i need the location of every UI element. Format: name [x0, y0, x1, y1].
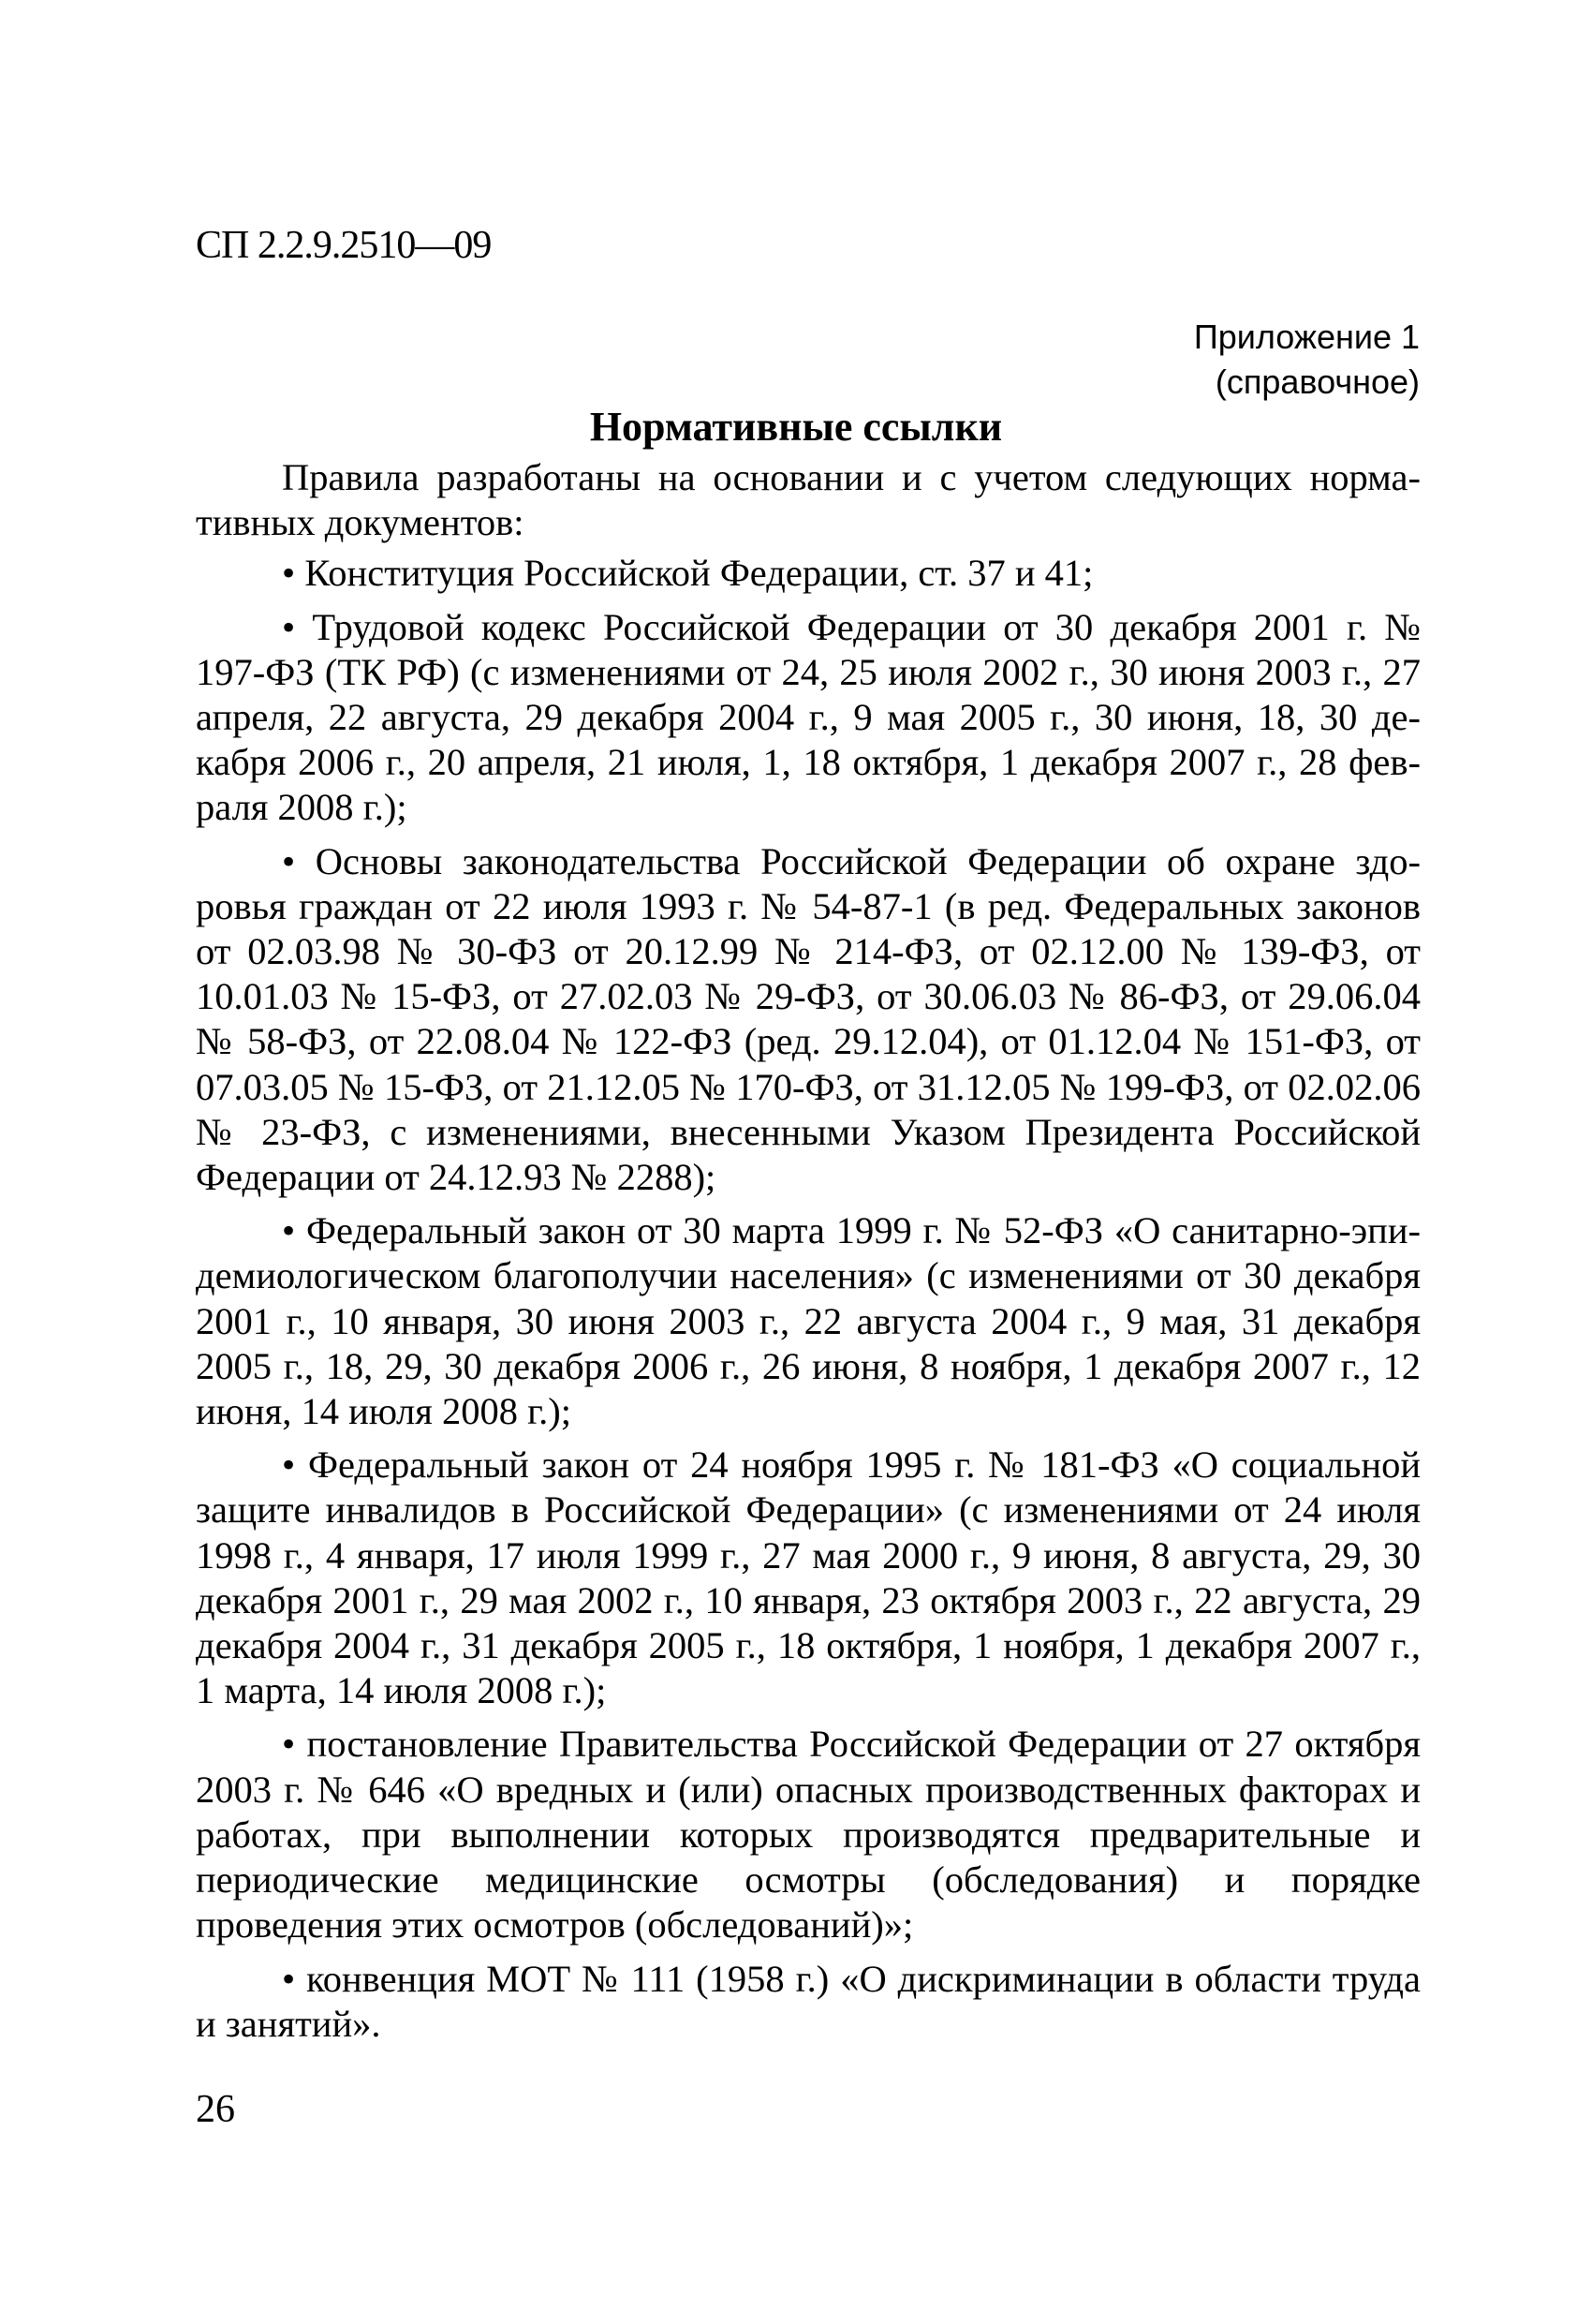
appendix-label: Приложение 1 — [1193, 318, 1420, 356]
appendix-label-block — [1194, 315, 1420, 405]
reference-item-disability-law — [196, 1443, 1421, 1713]
reference-text: Трудовой кодекс Российской Федерации от 30 декабря 2001 г. № 197-ФЗ (ТК РФ) (с изменениями от 24, 25 июля 2002 г., 30 июня 2003 г., 27 апреля, 22 августа, 29 декабря 2004 г., 9 мая 2005 г., 30 июня, 18, 30 декабря 2006 г., 20 апреля, 21 июля, 1, 18 октября, 1 декабря 2007 г., 28 февраля 2008 г.); — [196, 605, 1422, 829]
bullet-icon: • — [282, 605, 296, 648]
reference-text: постановление Правительства Российской Федерации от 27 октября 2003 г. № 646 «О вредных и (или) опасных производственных факторах и работах, при выполнении которых производятся предварительные и периодические медицинские осмотры (обследования) и порядке проведения этих осмотров (обследований)»; — [196, 1723, 1421, 1947]
bullet-icon: • — [282, 552, 296, 595]
reference-item-sanitary-law — [196, 1208, 1421, 1434]
reference-text: Федеральный закон от 30 марта 1999 г. № 52-ФЗ «О санитарно-эпидемиологическом благополучии населения» (с изменениями от 30 декабря 2001 г., 10 января, 30 июня 2003 г., 22 августа 2004 г., 9 мая, 31 декабря 2005 г., 18, 29, 30 декабря 2006 г., 26 июня, 8 ноября, 1 декабря 2007 г., 12 июня, 14 июля 2008 г.); — [196, 1209, 1422, 1433]
bullet-icon: • — [282, 839, 296, 882]
bullet-icon: • — [282, 1957, 296, 2000]
appendix-note: (справочное) — [1215, 363, 1420, 401]
reference-item-ilo-convention — [196, 1957, 1421, 2047]
document-code-header: СП 2.2.9.2510—09 — [196, 224, 492, 267]
intro-paragraph: Правила разработаны на основании и с учетом следующих нормативных документов: — [196, 456, 1421, 544]
page-number: 26 — [196, 2088, 235, 2131]
bullet-icon: • — [282, 1443, 296, 1487]
reference-text: Конституция Российской Федерации, ст. 37 и 41; — [304, 552, 1094, 595]
reference-text: конвенция МОТ № 111 (1958 г.) «О дискриминации в области труда и занятий». — [196, 1957, 1422, 2045]
bullet-icon: • — [282, 1723, 296, 1766]
reference-item-constitution — [196, 551, 1421, 596]
bullet-icon: • — [282, 1209, 296, 1252]
reference-item-government-decree — [196, 1722, 1421, 1947]
reference-text: Основы законодательства Российской Федерации об охране здоровья граждан от 22 июля 1993 г. № 54-87-1 (в ред. Федеральных законов от 02.03.98 № 30-ФЗ от 20.12.99 № 214-ФЗ, от 02.12.00 № 139-ФЗ, от 10.01.03 № 15-ФЗ, от 27.02.03 № 29-ФЗ, от 30.06.03 № 86-ФЗ, от 29.06.04 № 58-ФЗ, от 22.08.04 № 122-ФЗ (ред. 29.12.04), от 01.12.04 № 151-ФЗ, от 07.03.05 № 15-ФЗ, от 21.12.05 № 170-ФЗ, от 31.12.05 № 199-ФЗ, от 02.02.06 № 23-ФЗ, с изменениями, внесенными Указом Президента Российской Федерации от 24.12.93 № 2288); — [196, 839, 1422, 1199]
section-title: Нормативные ссылки — [589, 404, 1003, 450]
document-body — [196, 455, 1421, 2055]
reference-text: Федеральный закон от 24 ноября 1995 г. № 181-ФЗ «О социальной защите инвалидов в Российской Федерации» (с изменениями от 24 июля 1998 г., 4 января, 17 июля 1999 г., 27 мая 2000 г., 9 июня, 8 августа, 29, 30 декабря 2001 г., 29 мая 2002 г., 10 января, 23 октября 2003 г., 22 августа, 29 декабря 2004 г., 31 декабря 2005 г., 18 октября, 1 ноября, 1 декабря 2007 г., 1 марта, 14 июля 2008 г.); — [196, 1443, 1421, 1712]
reference-item-health-law-basics — [196, 839, 1421, 1201]
reference-item-labor-code — [196, 605, 1421, 831]
